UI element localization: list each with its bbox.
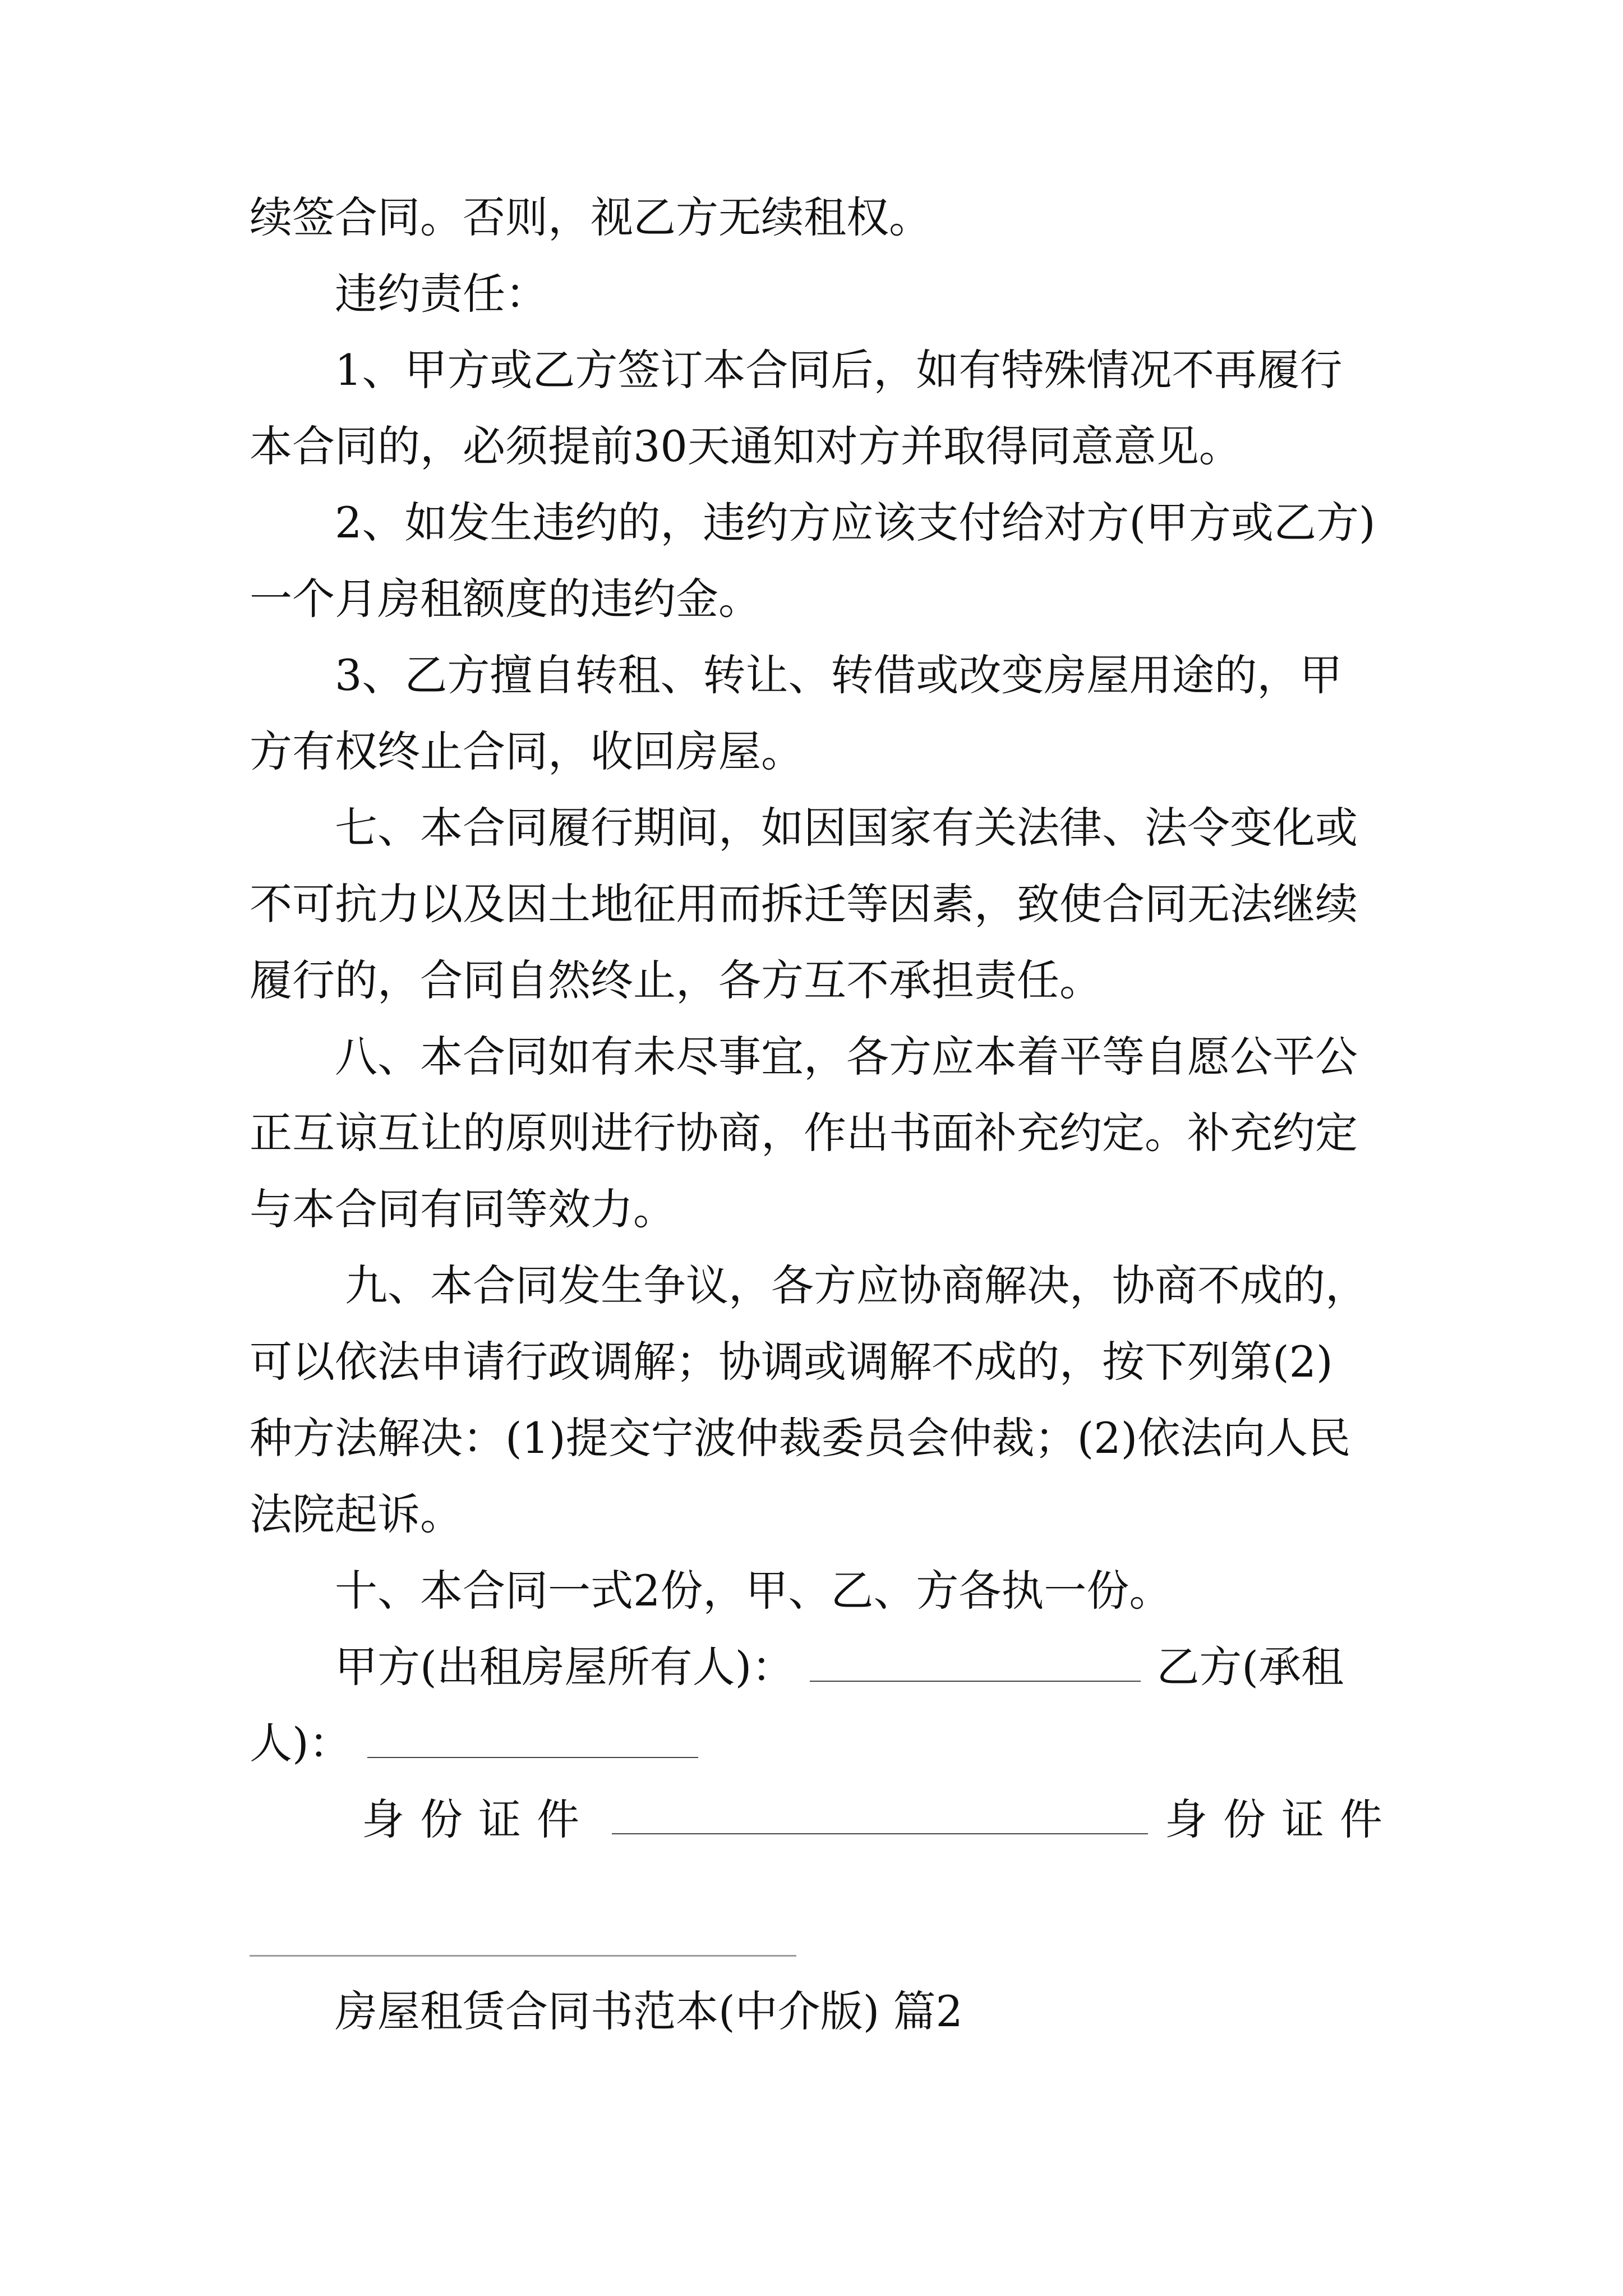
footnote-divider bbox=[250, 1955, 796, 1957]
body-line: 方有权终止合同，收回房屋。 bbox=[250, 726, 804, 776]
party-b-signature-line bbox=[250, 1705, 1382, 1782]
body-line: 续签合同。否则，视乙方无续租权。 bbox=[250, 192, 932, 242]
id-document-blank[interactable] bbox=[612, 1800, 1148, 1834]
body-line: 1、甲方或乙方签订本合同后，如有特殊情况不再履行 bbox=[335, 345, 1343, 395]
body-line: 3、乙方擅自转租、转让、转借或改变房屋用途的，甲 bbox=[335, 650, 1343, 700]
party-a-signature-line bbox=[250, 1629, 1382, 1705]
document-page bbox=[250, 180, 1398, 1858]
next-section-title: 房屋租赁合同书范本(中介版) 篇2 bbox=[335, 1986, 963, 2036]
party-b-signature-blank[interactable] bbox=[367, 1723, 698, 1758]
section-heading: 违约责任： bbox=[335, 269, 548, 319]
body-line: 履行的，合同自然终止，各方互不承担责任。 bbox=[250, 955, 1102, 1005]
party-b-label-start: 乙方(承租 bbox=[1156, 1642, 1344, 1692]
body-line: 法院起诉。 bbox=[250, 1489, 463, 1539]
body-line: 一个月房租额度的违约金。 bbox=[250, 574, 761, 624]
party-a-label: 甲方(出租房屋所有人)： bbox=[335, 1642, 795, 1692]
party-a-signature-blank[interactable] bbox=[810, 1647, 1141, 1682]
id-document-line bbox=[250, 1782, 1398, 1858]
id-label-left: 身份证件 bbox=[362, 1795, 595, 1844]
body-line: 七、本合同履行期间，如因国家有关法律、法令变化或 bbox=[335, 803, 1358, 853]
body-line: 种方法解决：(1)提交宁波仲裁委员会仲裁；(2)依法向人民 bbox=[250, 1413, 1351, 1463]
body-line: 不可抗力以及因土地征用而拆迁等因素，致使合同无法继续 bbox=[250, 879, 1358, 929]
body-line: 本合同的，必须提前30天通知对方并取得同意意见。 bbox=[250, 421, 1242, 471]
body-line: 与本合同有同等效力。 bbox=[250, 1184, 676, 1234]
body-line: 十、本合同一式2份，甲、乙、方各执一份。 bbox=[335, 1566, 1172, 1616]
body-line: 可以依法申请行政调解；协调或调解不成的，按下列第(2) bbox=[250, 1337, 1333, 1387]
body-line: 正互谅互让的原则进行协商，作出书面补充约定。补充约定 bbox=[250, 1108, 1358, 1158]
body-line: 九、本合同发生争议，各方应协商解决，协商不成的， bbox=[345, 1260, 1368, 1310]
body-line: 2、如发生违约的，违约方应该支付给对方(甲方或乙方) bbox=[335, 498, 1376, 547]
body-line: 八、本合同如有未尽事宜，各方应本着平等自愿公平公 bbox=[335, 1032, 1358, 1082]
party-b-label-end: 人)： bbox=[250, 1718, 352, 1768]
id-label-right: 身份证件 bbox=[1165, 1795, 1398, 1844]
